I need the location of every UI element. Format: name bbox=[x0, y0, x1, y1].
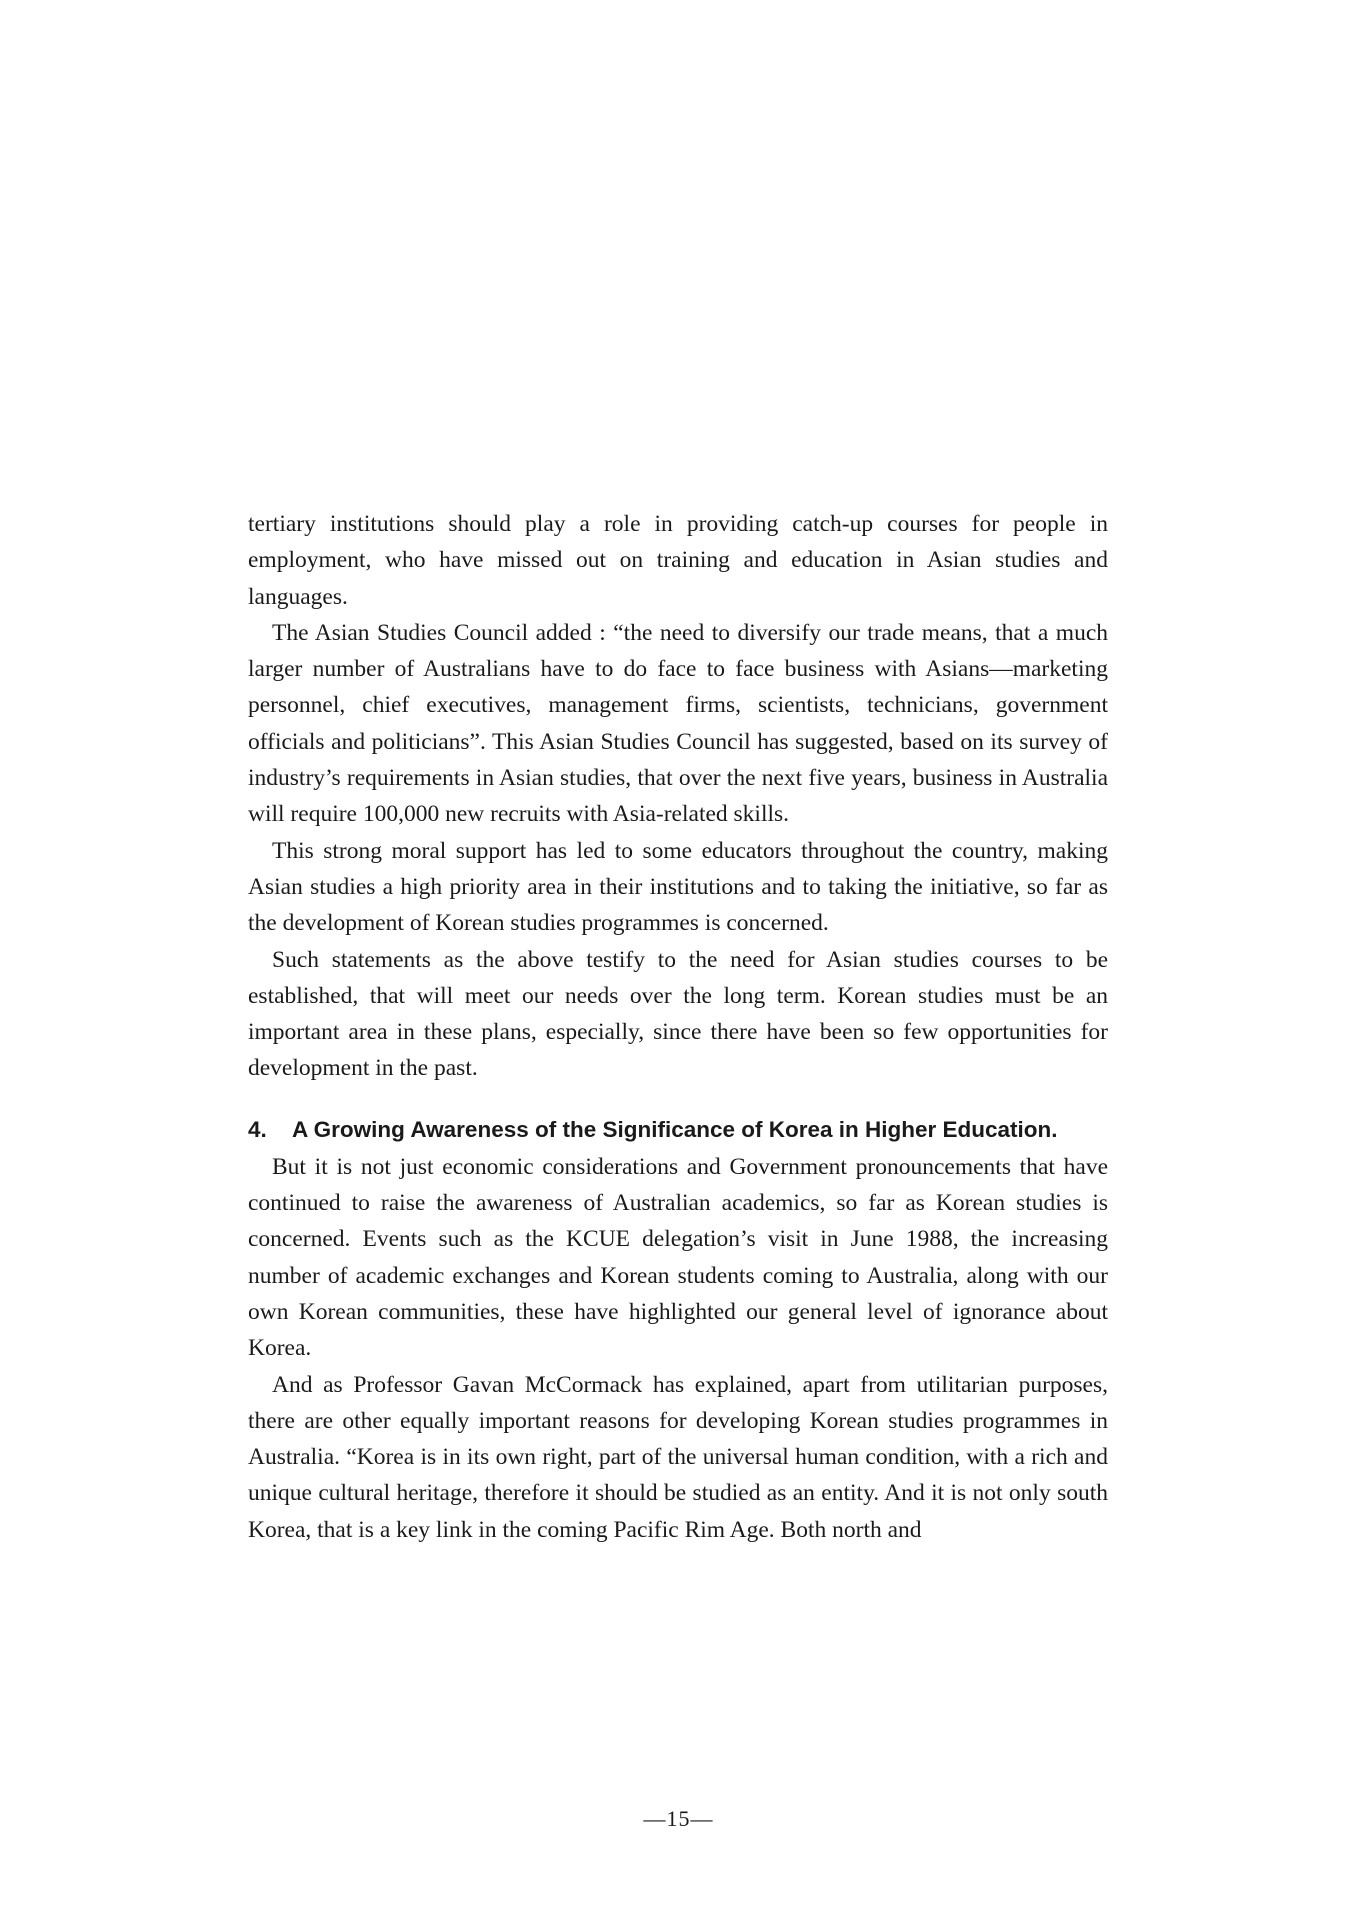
paragraph-awareness: But it is not just economic considerations and Government pronouncements that have continued to raise the awareness of Australian academics, so far as Korean studies is concerned. Events such as the KCUE delegation’s visit in June 1988, the increasing number of academic exchanges and Korean students coming to Australia, along with our own Korean communities, these have highlighted our general level of ignorance about Korea. bbox=[248, 1153, 1108, 1362]
paragraph-continuation: tertiary institutions should play a role in providing catch-up courses for people in employment, who have missed out on training and education in Asian studies and languages. bbox=[248, 511, 1108, 610]
section-heading bbox=[248, 1112, 1108, 1148]
paragraph-such-statements: Such statements as the above testify to the need for Asian studies courses to be established, that will meet our needs over the long term. Korean studies must be an important area in these plans, especially, since there have been so few opportunities for development in the past. bbox=[248, 946, 1108, 1082]
page-number: —15— bbox=[643, 1806, 714, 1831]
paragraph-mccormack: And as Professor Gavan McCormack has explained, apart from utilitarian purposes, there are other equally important reasons for developing Korean studies programmes in Australia. “Korea is in its own right, part of the universal human condition, with a rich and unique cultural heritage, therefore it should be studied as an entity. And it is not only south Korea, that is a key link in the coming Pacific Rim Age. Both north and bbox=[248, 1371, 1108, 1543]
section-number: 4. bbox=[248, 1116, 267, 1142]
paragraph-asian-studies-council: The Asian Studies Council added : “the need to diversify our trade means, that a much larger number of Australians have to do face to face business with Asians—marketing personnel, chief executives, management firms, scientists, technicians, government officials and politicians”. This Asian Studies Council has suggested, based on its survey of industry’s requirements in Asian studies, that over the next five years, business in Australia will require 100,000 new recruits with Asia-related skills. bbox=[248, 619, 1108, 828]
section-title: A Growing Awareness of the Significance of Korea in Higher Education. bbox=[292, 1116, 1058, 1142]
paragraph-moral-support: This strong moral support has led to some educators throughout the country, making Asian studies a high priority area in their institutions and to taking the initiative, so far as the development of Korean studies programmes is concerned. bbox=[248, 837, 1108, 937]
body-text bbox=[248, 506, 1108, 1548]
